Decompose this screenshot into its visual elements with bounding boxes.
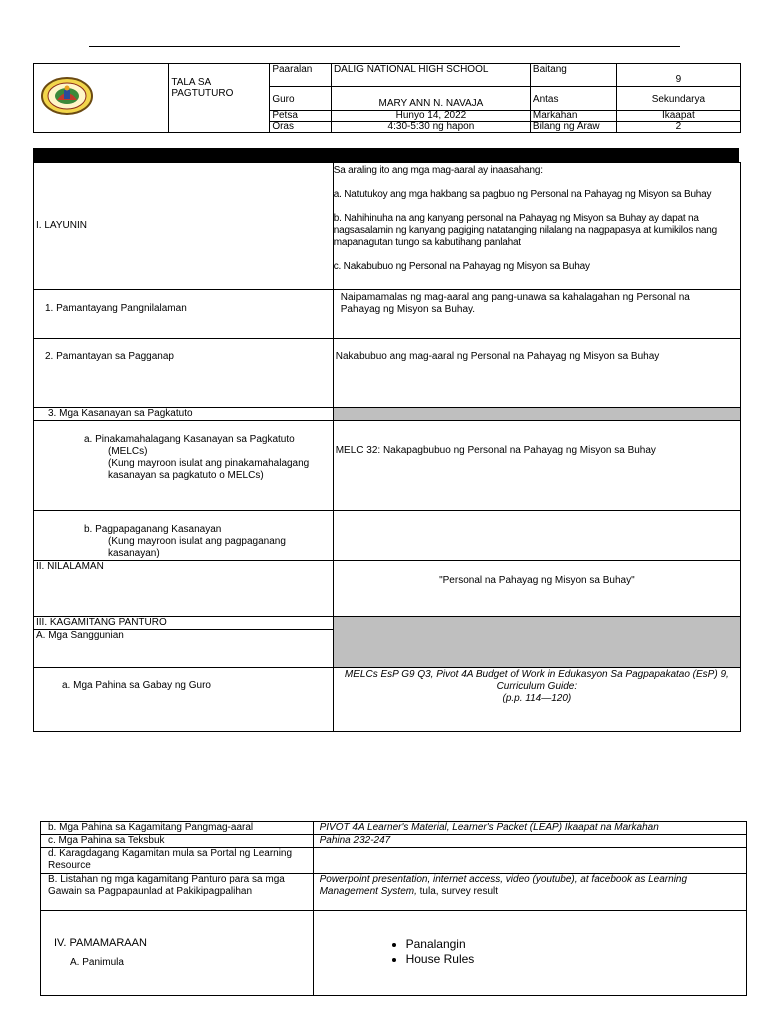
paaralan-value: DALIG NATIONAL HIGH SCHOOL — [331, 64, 530, 87]
header-table — [33, 63, 741, 133]
melc-sub1: (MELCs) — [108, 446, 148, 457]
teksbuk-value: Pahina 232-247 — [313, 835, 746, 848]
guro-label: Guro — [270, 87, 332, 111]
pamantayan-sa-pagganap-value: Nakabubuo ang mag-aaral ng Personal na Pahayag ng Misyon sa Buhay — [333, 339, 740, 408]
pangmag-label: b. Mga Pahina sa Kagamitang Pangmag-aaral — [41, 822, 314, 835]
kagamitan-gray-cell — [333, 617, 740, 668]
bilang-value: 2 — [616, 122, 740, 133]
markahan-value: Ikaapat — [616, 111, 740, 122]
kasanayan-label: 3. Mga Kasanayan sa Pagkatuto — [34, 408, 334, 421]
layunin-label: I. LAYUNIN — [34, 163, 334, 290]
antas-label: Antas — [530, 87, 616, 111]
top-rule — [89, 46, 680, 47]
layunin-content — [333, 163, 740, 290]
baitang-label: Baitang — [530, 64, 616, 87]
pagpapaganang-value — [333, 511, 740, 561]
kasanayan-gray-cell — [333, 408, 740, 421]
resources-table — [40, 821, 747, 996]
listahan-label: B. Listahan ng mga kagamitang Panturo para sa mga Gawain sa Pagpapaunlad at Pakikipagpalihan — [41, 874, 314, 911]
baitang-value: 9 — [616, 64, 740, 87]
markahan-label: Markahan — [530, 111, 616, 122]
gabay-value: MELCs EsP G9 Q3, Pivot 4A Budget of Work in Edukasyon Sa Pagpapakatao (EsP) 9, Curriculum Guide: — [344, 669, 729, 692]
gabay-pages: (p.p. 114—120) — [502, 693, 572, 704]
pamamaraan-cell — [41, 911, 314, 996]
document-title: TALA SA PAGTUTURO — [169, 64, 270, 133]
bullet-item: • Panalangin — [406, 937, 746, 952]
listahan-value-plain: tula, survey result — [416, 886, 499, 897]
panimula-bullets-cell — [313, 911, 746, 996]
karagdagang-label: d. Karagdagang Kagamitan mula sa Portal ng Learning Resource — [41, 848, 314, 874]
melc-sub2: (Kung mayroon isulat ang pinakamahalagang kasanayan sa pagkatuto o MELCs) — [108, 458, 310, 481]
lesson-plan-table — [33, 162, 741, 732]
melc-label: a. Pinakamahalagang Kasanayan sa Pagkatuto — [84, 434, 295, 445]
pamantayang-pangnilalaman-value: Naipamamalas ng mag-aaral ang pang-unawa sa kahalagahan ng Personal na Pahayag ng Misyon sa Buhay. — [333, 290, 740, 339]
school-seal-logo — [40, 76, 94, 116]
nilalaman-label: II. NILALAMAN — [34, 561, 334, 617]
layunin-c: c. Nakabubuo ng Personal na Pahayag ng Misyon sa Buhay — [333, 261, 590, 272]
pagpapaganang-sub: (Kung mayroon isulat ang pagpaganang kasanayan) — [108, 536, 286, 559]
bullet-item: • House Rules — [406, 952, 746, 967]
antas-value: Sekundarya — [616, 87, 740, 111]
pagpapaganang-label-cell — [34, 511, 334, 561]
pagpapaganang-label: b. Pagpapaganang Kasanayan — [84, 524, 222, 535]
gabay-value-cell — [333, 668, 740, 732]
panimula-bullets — [380, 937, 746, 967]
petsa-label: Petsa — [270, 111, 332, 122]
listahan-value-cell — [313, 874, 746, 911]
panimula-label: A. Panimula — [70, 957, 124, 968]
paaralan-label: Paaralan — [270, 64, 332, 87]
layunin-a: a. Natutukoy ang mga hakbang sa pagbuo ng Personal na Pahayag ng Misyon sa Buhay — [333, 189, 712, 200]
gabay-label: a. Mga Pahina sa Gabay ng Guro — [34, 668, 334, 732]
melc-value: MELC 32: Nakapagbubuo ng Personal na Pahayag ng Misyon sa Buhay — [333, 421, 740, 511]
pamamaraan-label: IV. PAMAMARAAN — [54, 937, 147, 949]
melc-label-cell — [34, 421, 334, 511]
layunin-intro: Sa araling ito ang mga mag-aaral ay inaasahang: — [333, 165, 543, 176]
nilalaman-value: "Personal na Pahayag ng Misyon sa Buhay" — [333, 561, 740, 617]
kagamitan-label: III. KAGAMITANG PANTURO — [34, 617, 334, 630]
oras-value: 4:30-5:30 ng hapon — [331, 122, 530, 133]
layunin-b: b. Nahihinuha na ang kanyang personal na Pahayag ng Misyon sa Buhay ay dapat na nagsasalamin ng kanyang pagiging natatanging nilalang na nagpapasya at kumikilos nang mapanagutan tungo sa kabutihang panlahat — [333, 213, 718, 248]
section-bar — [33, 148, 739, 162]
karagdagang-value — [313, 848, 746, 874]
petsa-value: Hunyo 14, 2022 — [331, 111, 530, 122]
oras-label: Oras — [270, 122, 332, 133]
listahan-value-italic: Powerpoint presentation, internet access, video (youtube), at facebook as Learning Management System, — [319, 874, 688, 897]
guro-value: MARY ANN N. NAVAJA — [331, 87, 530, 111]
teksbuk-label: c. Mga Pahina sa Teksbuk — [41, 835, 314, 848]
pangmag-value: PIVOT 4A Learner's Material, Learner's Packet (LEAP) Ikaapat na Markahan — [313, 822, 746, 835]
pamantayang-pangnilalaman-label: 1. Pamantayang Pangnilalaman — [34, 290, 334, 339]
pamantayan-sa-pagganap-label: 2. Pamantayan sa Pagganap — [34, 339, 334, 408]
sanggunian-label: A. Mga Sanggunian — [34, 630, 334, 668]
bilang-label: Bilang ng Araw — [530, 122, 616, 133]
